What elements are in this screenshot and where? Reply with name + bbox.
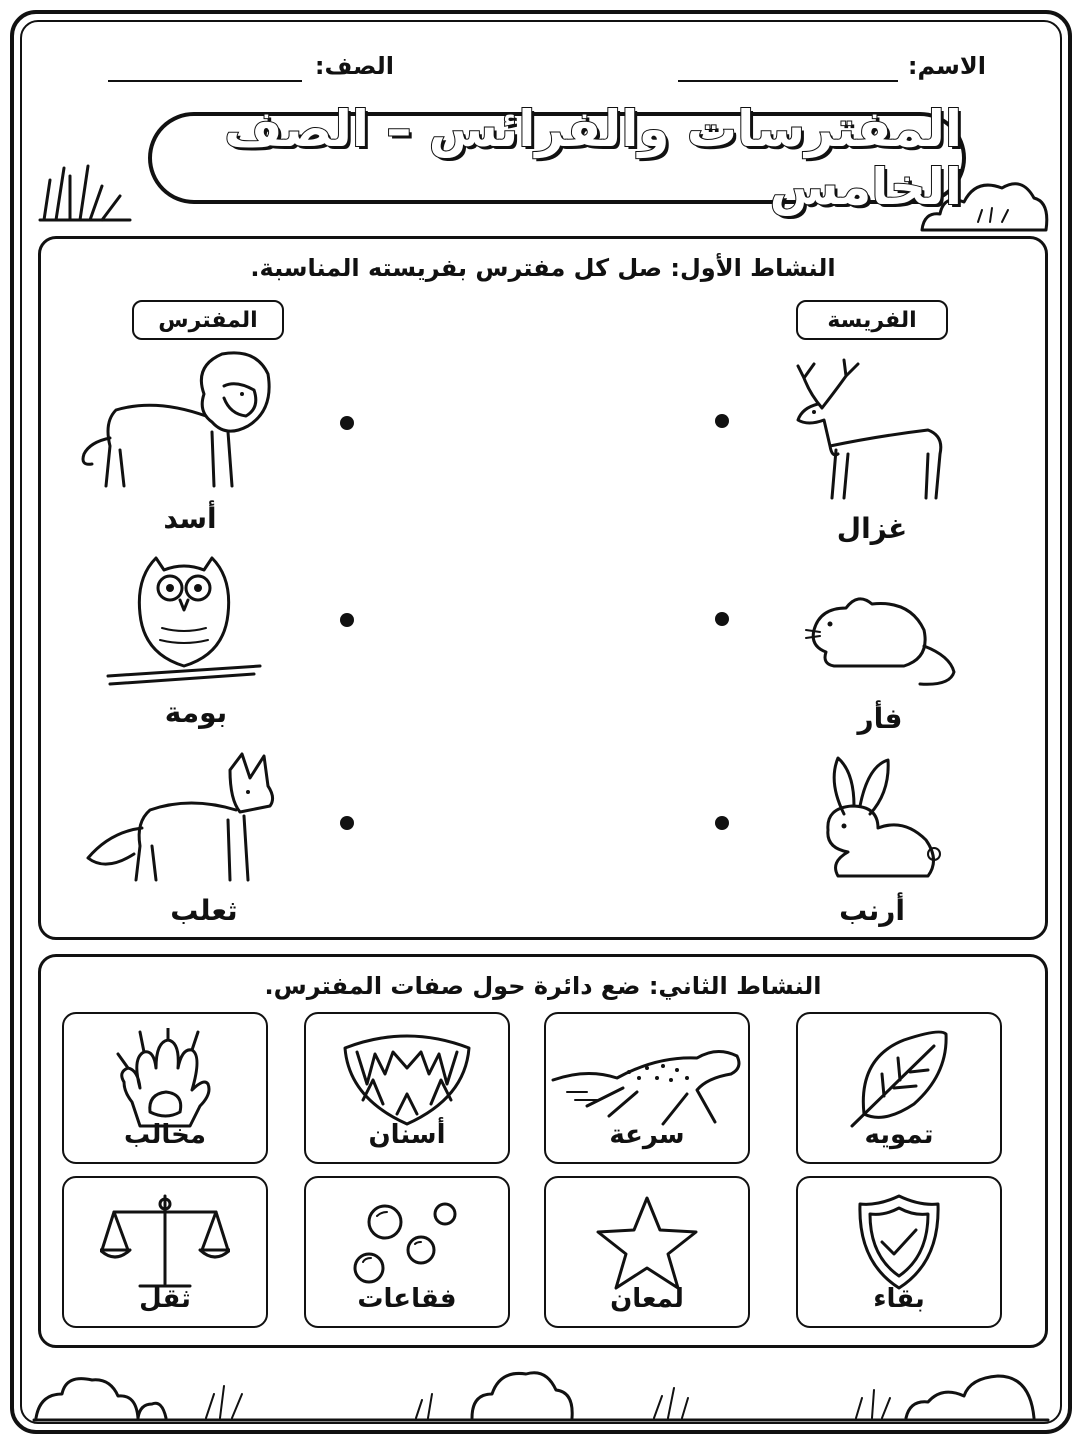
bubbles-icon [347, 1192, 467, 1292]
star-icon [592, 1192, 702, 1292]
shield-check-icon [854, 1192, 944, 1292]
name-line[interactable] [678, 80, 898, 82]
trait-label-bubbles: فقاعات [357, 1284, 457, 1314]
trait-label-claws: مخالب [124, 1120, 206, 1150]
trait-card-bubbles[interactable] [304, 1176, 510, 1328]
deer-icon [788, 350, 958, 510]
trait-label-survival: بقاء [873, 1284, 925, 1314]
teeth-icon [337, 1028, 477, 1128]
predator-dot-owl[interactable] [340, 613, 354, 627]
prey-name-mouse: فأر [857, 702, 903, 735]
predator-dot-lion[interactable] [340, 416, 354, 430]
title-banner [148, 100, 966, 216]
prey-dot-rabbit[interactable] [715, 816, 729, 830]
predator-dot-fox[interactable] [340, 816, 354, 830]
prey-name-rabbit: أرنب [839, 894, 905, 927]
predator-name-owl: بومة [164, 696, 228, 729]
trait-label-speed: سرعة [609, 1120, 685, 1150]
class-label: الصف: [314, 52, 394, 80]
prey-dot-deer[interactable] [715, 414, 729, 428]
trait-card-speed[interactable] [544, 1012, 750, 1164]
mouse-icon [800, 586, 960, 692]
rabbit-icon [808, 752, 948, 886]
trait-card-shine[interactable] [544, 1176, 750, 1328]
prey-header: الفريسة [796, 300, 948, 340]
predator-header: المفترس [132, 300, 284, 340]
prey-name-deer: غزال [836, 512, 908, 545]
scale-icon [100, 1192, 230, 1292]
trait-card-camouflage[interactable] [796, 1012, 1002, 1164]
activity2-instruction: النشاط الثاني: ضع دائرة حول صفات المفترس. [264, 972, 822, 1000]
ground-decoration [26, 1354, 1056, 1428]
page-title: المفترسات والفرائس – الصف الخامس [224, 100, 962, 216]
cheetah-icon [547, 1028, 747, 1128]
trait-card-claws[interactable] [62, 1012, 268, 1164]
owl-icon [104, 548, 264, 694]
trait-card-survival[interactable] [796, 1176, 1002, 1328]
prey-dot-mouse[interactable] [715, 612, 729, 626]
trait-label-weight: ثقل [139, 1284, 191, 1314]
name-label: الاسم: [907, 52, 986, 80]
trait-card-weight[interactable] [62, 1176, 268, 1328]
activity1-instruction: النشاط الأول: صل كل مفترس بفريسته المناسبة. [250, 254, 836, 282]
lion-icon [76, 346, 276, 496]
predator-name-fox: ثعلب [170, 894, 238, 927]
trait-label-teeth: أسنان [368, 1120, 446, 1150]
grass-left-icon [36, 160, 136, 224]
trait-label-shine: لمعان [610, 1284, 684, 1314]
trait-card-teeth[interactable] [304, 1012, 510, 1164]
predator-name-lion: أسد [163, 502, 217, 535]
paw-claws-icon [110, 1028, 220, 1128]
leaf-icon [844, 1028, 954, 1128]
class-line[interactable] [108, 80, 302, 82]
trait-label-camouflage: تمويه [864, 1120, 934, 1150]
fox-icon [80, 750, 280, 890]
